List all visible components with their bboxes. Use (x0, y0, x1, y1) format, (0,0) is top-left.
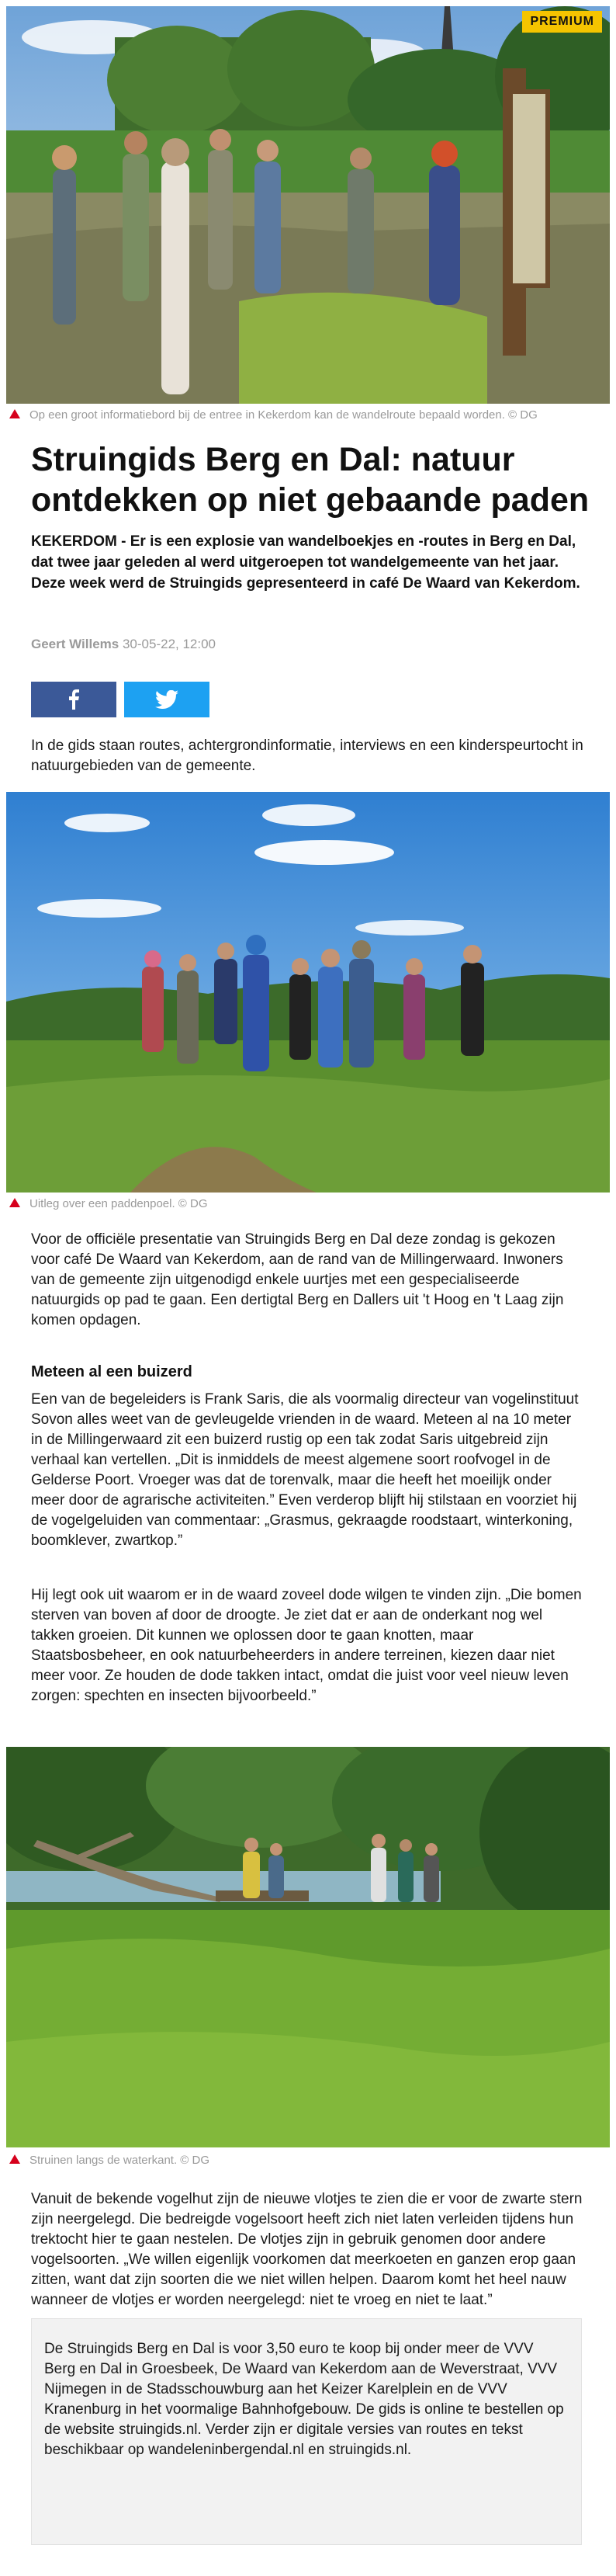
article-byline (31, 637, 216, 652)
publish-date: 30-05-22, 12:00 (122, 637, 216, 651)
body-paragraph-2: Een van de begeleiders is Frank Saris, die als voormalig directeur van vogelinstituut Sovon alles weet van de gevleugelde vrienden in de waard. Meteen al na 10 meter in de Millingerwaard zit een buizerd rustig op een tak zodat Saris uitgebreid zijn verhaal kan vertellen. „Dit is inmiddels de meest algemene soort roofvogel in de Gelderse Poort. Vroeger was dat de torenvalk, maar die heeft het moeilijk onder meer door de agrarische activiteiten.” Even verderop blijft hij stilstaan en voorziet hij de vogelgeluiden van commentaar: „Grasmus, gekraagde roodstaart, winterkoning, boomklever, zwartkop.” (31, 1391, 579, 1549)
premium-badge: PREMIUM (522, 11, 602, 33)
hero-photo (6, 6, 610, 404)
author-name[interactable]: Geert Willems (31, 637, 119, 651)
second-photo (6, 792, 610, 1193)
subheading: Meteen al een buizerd (31, 1363, 192, 1380)
body-paragraph-4: Vanuit de bekende vogelhut zijn de nieuwe vlotjes te zien die er voor de zwarte stern zijn neergelegd. Die bedreigde vogelsoort heeft zich niet laten verleiden tijdens hun trektocht hier te gaan nestelen. De vlotjes zijn in gebruik genomen door andere vogelsoorten. „We willen eigenlijk voorkomen dat meerkoeten en ganzen erop gaan zitten, want dat zijn soorten die we niet willen helpen. Daarom komt het heel nauw wanneer de vlotjes er worden neergelegd: niet te vroeg en niet te laat.” (31, 2191, 583, 2308)
second-photo-caption (29, 1197, 593, 1210)
hero-photo-image (6, 6, 610, 404)
third-photo-caption (29, 2154, 593, 2167)
twitter-icon (155, 690, 178, 709)
caption-text: Op een groot informatiebord bij de entree in Kekerdom kan de wandelroute bepaald worden. © DG (29, 408, 538, 422)
info-box-text: De Struingids Berg en Dal is voor 3,50 euro te koop bij onder meer de VVV Berg en Dal in Groesbeek, De Waard van Kekerdom aan de Weverstraat, VVV Nijmegen in de Stadsschouwburg aan het Keizer Karelplein en de VVV Kranenburg in het voormalige Bahnhofgebouw. De gids is online te bestellen op de website struingids.nl. Verder zijn er digitale versies van routes en tekst beschikbaar op wandeleninbergendal.nl en struingids.nl. (44, 2341, 564, 2458)
twitter-share-button[interactable] (124, 682, 209, 717)
info-box (31, 2318, 582, 2545)
third-photo-image (6, 1747, 610, 2147)
caption-text: Uitleg over een paddenpoel. © DG (29, 1197, 208, 1210)
article-lead: KEKERDOM - Er is een explosie van wandelboekjes en -routes in Berg en Dal, dat twee jaar geleden al werd uitgeroepen tot wandelgemeente van het jaar. Deze week werd de Struingids gepresenteerd in café De Waard van Kekerdom. (31, 533, 580, 592)
caption-triangle-icon (9, 1198, 20, 1207)
body-paragraph-1: Voor de officiële presentatie van Struingids Berg en Dal deze zondag is gekozen voor café De Waard van Kekerdom, aan de rand van de Millingerwaard. Inwoners van de gemeente zijn uitgenodigd enkele uurtjes met een gespecialiseerde natuurgids op pad te gaan. Een dertigtal Berg en Dallers uit 't Hoog en 't Laag zijn komen opdagen. (31, 1231, 564, 1328)
intro-paragraph: In de gids staan routes, achtergrondinformatie, interviews en een kinderspeurtocht in natuurgebieden van de gemeente. (31, 738, 583, 774)
third-photo (6, 1747, 610, 2147)
second-photo-image (6, 792, 610, 1193)
facebook-share-button[interactable] (31, 682, 116, 717)
caption-triangle-icon (9, 2154, 20, 2164)
article-headline: Struingids Berg en Dal: natuur ontdekken op niet gebaande paden (31, 441, 590, 519)
caption-text: Struinen langs de waterkant. © DG (29, 2154, 210, 2167)
caption-triangle-icon (9, 409, 20, 418)
facebook-icon (68, 689, 79, 710)
body-paragraph-3: Hij legt ook uit waarom er in de waard zoveel dode wilgen te vinden zijn. „Die bomen sterven van boven af door de droogte. Je ziet dat er aan de onderkant nog wel takken groeien. Dit kunnen we oplossen door te gaan knotten, maar Staatsbosbeheer, en ook natuurbeheerders in andere terreinen, kiezen daar niet meer voor. Ze houden de dode takken intact, omdat die juist voor veel nieuw leven zorgen: spechten en insecten bijvoorbeeld.” (31, 1587, 582, 1704)
hero-photo-caption (29, 408, 593, 422)
